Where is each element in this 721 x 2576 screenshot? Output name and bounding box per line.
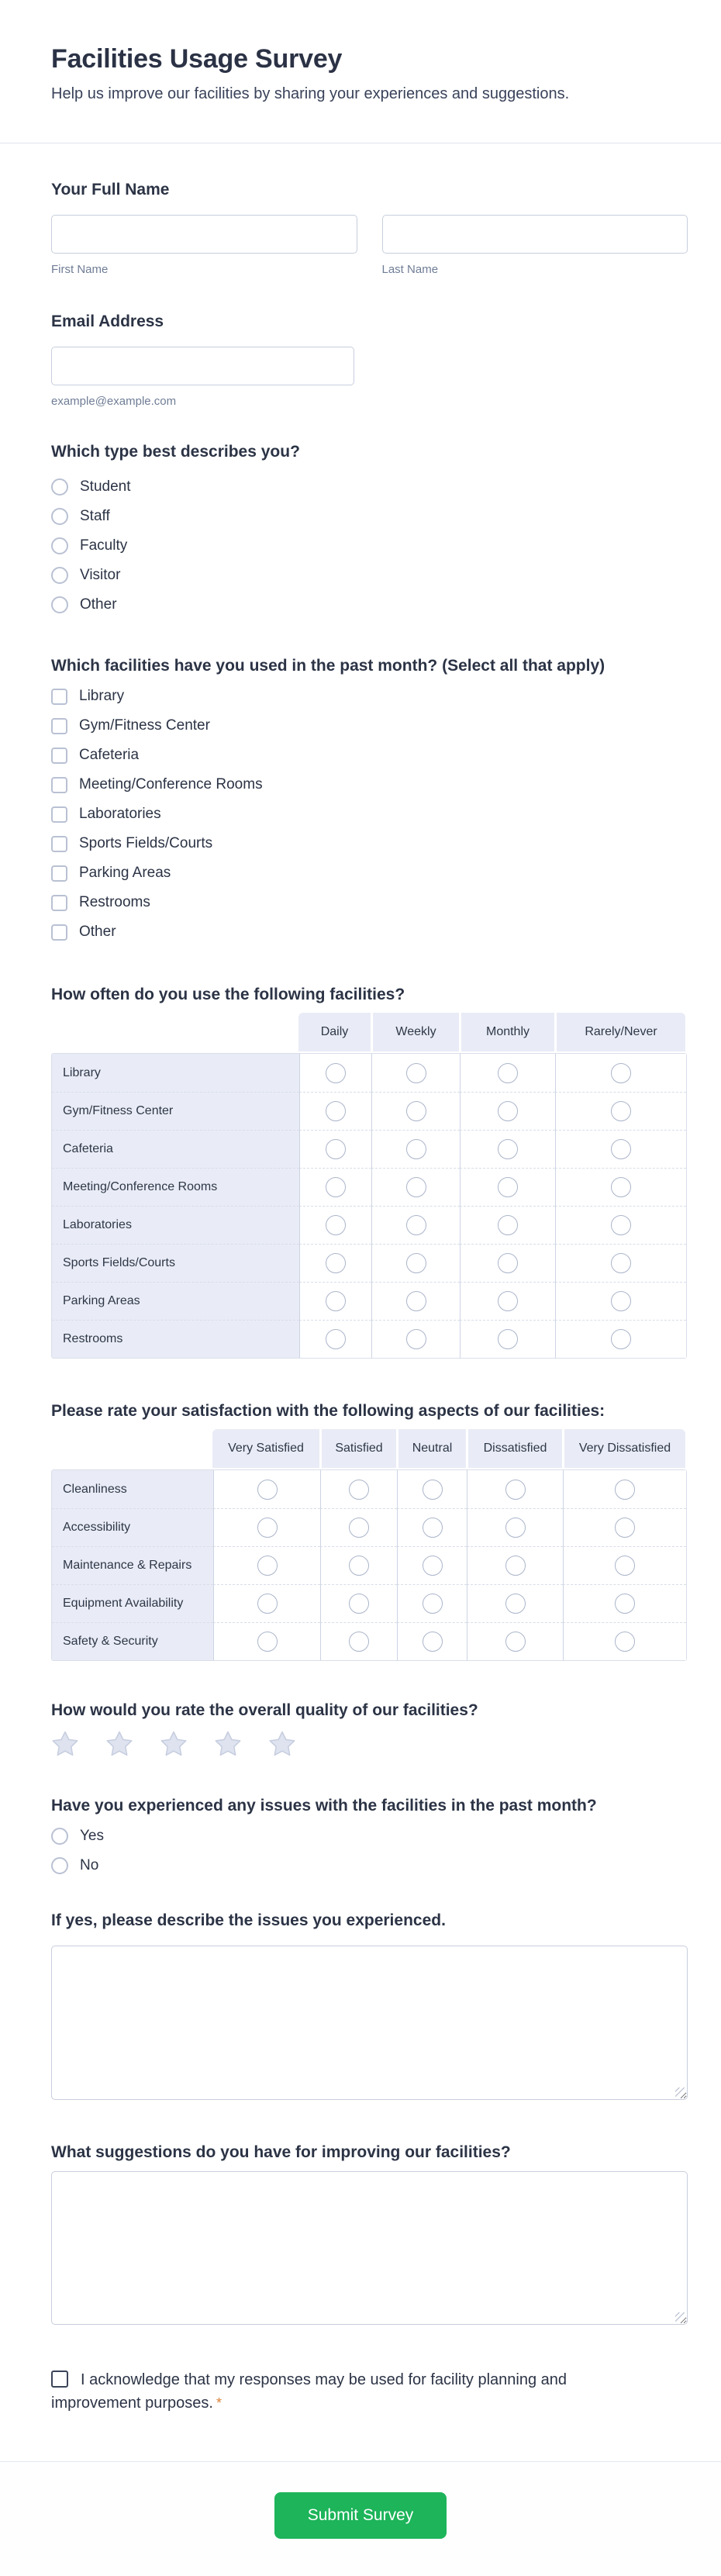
matrix-radio-cell[interactable] xyxy=(555,1054,686,1092)
matrix-radio-icon[interactable] xyxy=(423,1518,443,1538)
matrix-radio-cell[interactable] xyxy=(460,1092,555,1130)
matrix-radio-icon[interactable] xyxy=(406,1101,426,1121)
issues-description-textarea[interactable] xyxy=(51,1946,688,2100)
option-label: Staff xyxy=(80,508,110,524)
matrix-radio-icon[interactable] xyxy=(498,1329,518,1349)
matrix-radio-icon[interactable] xyxy=(326,1101,346,1121)
matrix-row-label: Cleanliness xyxy=(52,1470,213,1508)
matrix-row-label: Meeting/Conference Rooms xyxy=(52,1168,299,1206)
matrix-radio-icon[interactable] xyxy=(505,1480,526,1500)
matrix-radio-icon[interactable] xyxy=(611,1177,631,1197)
form-header xyxy=(0,0,721,104)
full-name-sublabels xyxy=(51,263,688,277)
matrix-radio-icon[interactable] xyxy=(505,1518,526,1538)
required-asterisk: * xyxy=(216,2395,222,2411)
matrix-row-label: Safety & Security xyxy=(52,1622,213,1660)
matrix-radio-icon[interactable] xyxy=(423,1480,443,1500)
matrix-radio-icon[interactable] xyxy=(615,1556,635,1576)
checkbox-option-laboratories[interactable] xyxy=(51,806,688,823)
matrix-radio-icon[interactable] xyxy=(615,1518,635,1538)
matrix-radio-cell[interactable] xyxy=(460,1168,555,1206)
star-icon[interactable] xyxy=(51,1730,79,1758)
option-label: Other xyxy=(80,596,117,613)
matrix-radio-cell[interactable] xyxy=(563,1622,686,1660)
matrix-radio-cell[interactable] xyxy=(460,1130,555,1168)
matrix-radio-cell[interactable] xyxy=(320,1508,397,1546)
matrix-row-label: Library xyxy=(52,1054,299,1092)
email-sublabel: example@example.com xyxy=(51,395,177,408)
matrix-radio-icon[interactable] xyxy=(498,1101,518,1121)
matrix-column-header: Weekly xyxy=(371,1013,459,1051)
matrix-radio-cell[interactable] xyxy=(555,1130,686,1168)
matrix-column-header: Neutral xyxy=(396,1429,466,1468)
matrix-radio-cell[interactable] xyxy=(563,1508,686,1546)
matrix-header-spacer xyxy=(51,1013,298,1051)
form-subtitle: Help us improve our facilities by sharing your experiences and suggestions. xyxy=(51,85,570,102)
matrix-radio-icon[interactable] xyxy=(257,1632,278,1652)
matrix-body xyxy=(51,1053,687,1359)
radio-option-other[interactable] xyxy=(51,596,688,613)
matrix-radio-cell[interactable] xyxy=(460,1054,555,1092)
option-label: Parking Areas xyxy=(79,865,171,881)
matrix-radio-icon[interactable] xyxy=(611,1101,631,1121)
radio-option-faculty[interactable] xyxy=(51,537,688,554)
matrix-radio-cell[interactable] xyxy=(555,1320,686,1358)
radio-option-yes[interactable] xyxy=(51,1828,688,1845)
matrix-radio-cell[interactable] xyxy=(467,1546,563,1584)
acknowledgment-checkbox-icon[interactable] xyxy=(51,2371,68,2388)
matrix-radio-icon[interactable] xyxy=(326,1253,346,1273)
matrix-column-header: Daily xyxy=(298,1013,371,1051)
user-type-options xyxy=(51,478,688,613)
checkbox-icon[interactable] xyxy=(51,924,67,941)
matrix-radio-icon[interactable] xyxy=(326,1063,346,1083)
matrix-radio-cell[interactable] xyxy=(371,1244,460,1282)
matrix-radio-icon[interactable] xyxy=(406,1139,426,1159)
option-label: No xyxy=(80,1857,99,1873)
option-label: Faculty xyxy=(80,537,128,554)
matrix-radio-cell[interactable] xyxy=(460,1244,555,1282)
matrix-radio-cell[interactable] xyxy=(320,1622,397,1660)
checkbox-icon[interactable] xyxy=(51,865,67,882)
radio-icon[interactable] xyxy=(51,508,68,525)
matrix-radio-icon[interactable] xyxy=(349,1556,369,1576)
email-label: Email Address xyxy=(51,313,164,330)
matrix-radio-cell[interactable] xyxy=(320,1546,397,1584)
full-name-inputs xyxy=(51,215,688,254)
facilities-used-label: Which facilities have you used in the past month? (Select all that apply) xyxy=(51,657,605,675)
facilities-used-options xyxy=(51,688,688,941)
question-acknowledgment xyxy=(51,2368,688,2415)
option-label: Yes xyxy=(80,1828,104,1844)
matrix-radio-icon[interactable] xyxy=(257,1594,278,1614)
star-icon[interactable] xyxy=(160,1730,188,1758)
full-name-label: Your Full Name xyxy=(51,181,170,199)
matrix-header-row xyxy=(51,1429,688,1468)
matrix-radio-icon[interactable] xyxy=(611,1291,631,1311)
radio-icon[interactable] xyxy=(51,1857,68,1874)
form-body xyxy=(0,181,721,2415)
radio-option-no[interactable] xyxy=(51,1857,688,1874)
user-type-label: Which type best describes you? xyxy=(51,443,300,461)
matrix-row-label: Cafeteria xyxy=(52,1130,299,1168)
question-suggestions xyxy=(51,2143,688,2325)
question-satisfaction-matrix xyxy=(51,1402,688,1661)
first-name-sublabel: First Name xyxy=(51,263,109,276)
matrix-row-label: Sports Fields/Courts xyxy=(52,1244,299,1282)
radio-icon[interactable] xyxy=(51,1828,68,1845)
matrix-radio-cell[interactable] xyxy=(299,1054,371,1092)
email-sublabel-row xyxy=(51,395,688,409)
matrix-radio-cell[interactable] xyxy=(299,1244,371,1282)
matrix-radio-icon[interactable] xyxy=(611,1063,631,1083)
option-label: Student xyxy=(80,478,131,495)
matrix-radio-icon[interactable] xyxy=(498,1063,518,1083)
matrix-radio-icon[interactable] xyxy=(406,1215,426,1235)
radio-option-staff[interactable] xyxy=(51,508,688,525)
question-issues xyxy=(51,1797,688,1874)
matrix-radio-cell[interactable] xyxy=(555,1282,686,1320)
matrix-radio-cell[interactable] xyxy=(299,1168,371,1206)
matrix-radio-cell[interactable] xyxy=(555,1092,686,1130)
issues-label: Have you experienced any issues with the facilities in the past month? xyxy=(51,1797,597,1815)
matrix-radio-icon[interactable] xyxy=(326,1177,346,1197)
matrix-radio-icon[interactable] xyxy=(406,1253,426,1273)
radio-option-student[interactable] xyxy=(51,478,688,496)
matrix-radio-cell[interactable] xyxy=(467,1508,563,1546)
matrix-column-header: Very Dissatisfied xyxy=(562,1429,685,1468)
question-facilities-used xyxy=(51,657,688,941)
issues-options xyxy=(51,1828,688,1874)
matrix-radio-cell[interactable] xyxy=(299,1206,371,1244)
star-rating xyxy=(51,1730,688,1758)
star-icon[interactable] xyxy=(105,1730,133,1758)
star-icon[interactable] xyxy=(214,1730,242,1758)
question-email xyxy=(51,313,688,409)
matrix-radio-cell[interactable] xyxy=(460,1282,555,1320)
matrix-row-label: Restrooms xyxy=(52,1320,299,1358)
matrix-body xyxy=(51,1469,687,1661)
question-issues-description xyxy=(51,1911,688,2100)
checkbox-option-other[interactable] xyxy=(51,924,688,941)
matrix-radio-cell[interactable] xyxy=(213,1470,320,1508)
checkbox-icon[interactable] xyxy=(51,777,67,793)
matrix-radio-icon[interactable] xyxy=(498,1139,518,1159)
option-label: Visitor xyxy=(80,567,121,583)
matrix-radio-icon[interactable] xyxy=(615,1632,635,1652)
matrix-radio-icon[interactable] xyxy=(326,1329,346,1349)
matrix-radio-cell[interactable] xyxy=(299,1092,371,1130)
matrix-radio-cell[interactable] xyxy=(397,1622,467,1660)
option-label: Other xyxy=(79,924,116,940)
matrix-row-label: Equipment Availability xyxy=(52,1584,213,1622)
matrix-radio-cell[interactable] xyxy=(397,1508,467,1546)
matrix-radio-icon[interactable] xyxy=(406,1291,426,1311)
matrix-radio-cell[interactable] xyxy=(555,1168,686,1206)
matrix-radio-cell[interactable] xyxy=(460,1320,555,1358)
matrix-row-label: Maintenance & Repairs xyxy=(52,1546,213,1584)
acknowledgment-row[interactable] xyxy=(51,2368,640,2415)
matrix-radio-cell[interactable] xyxy=(371,1320,460,1358)
issues-description-label: If yes, please describe the issues you experienced. xyxy=(51,1911,446,1929)
matrix-radio-cell[interactable] xyxy=(467,1622,563,1660)
matrix-radio-icon[interactable] xyxy=(349,1480,369,1500)
option-label: Sports Fields/Courts xyxy=(79,835,213,851)
matrix-radio-icon[interactable] xyxy=(326,1291,346,1311)
matrix-radio-icon[interactable] xyxy=(615,1594,635,1614)
matrix-radio-icon[interactable] xyxy=(423,1556,443,1576)
matrix-radio-icon[interactable] xyxy=(615,1480,635,1500)
matrix-radio-icon[interactable] xyxy=(611,1329,631,1349)
matrix-radio-cell[interactable] xyxy=(467,1584,563,1622)
radio-option-visitor[interactable] xyxy=(51,567,688,584)
matrix-column-header: Monthly xyxy=(459,1013,554,1051)
matrix-radio-icon[interactable] xyxy=(349,1632,369,1652)
matrix-radio-icon[interactable] xyxy=(349,1518,369,1538)
matrix-radio-cell[interactable] xyxy=(397,1470,467,1508)
matrix-radio-icon[interactable] xyxy=(505,1594,526,1614)
frequency-matrix-label: How often do you use the following facilities? xyxy=(51,986,405,1003)
checkbox-option-restrooms[interactable] xyxy=(51,894,688,911)
matrix-radio-cell[interactable] xyxy=(563,1584,686,1622)
matrix-radio-cell[interactable] xyxy=(371,1092,460,1130)
matrix-radio-cell[interactable] xyxy=(320,1470,397,1508)
matrix-row-label: Gym/Fitness Center xyxy=(52,1092,299,1130)
matrix-radio-cell[interactable] xyxy=(213,1622,320,1660)
matrix-row-label: Laboratories xyxy=(52,1206,299,1244)
matrix-radio-cell[interactable] xyxy=(299,1282,371,1320)
matrix-radio-cell[interactable] xyxy=(563,1470,686,1508)
checkbox-option-library[interactable] xyxy=(51,688,688,705)
checkbox-option-sports-fields-courts[interactable] xyxy=(51,835,688,852)
acknowledgment-label: I acknowledge that my responses may be used for facility planning and improvement purposes. xyxy=(51,2371,567,2412)
matrix-radio-cell[interactable] xyxy=(397,1584,467,1622)
matrix-radio-cell[interactable] xyxy=(213,1508,320,1546)
matrix-radio-cell[interactable] xyxy=(460,1206,555,1244)
question-full-name xyxy=(51,181,688,277)
matrix-radio-icon[interactable] xyxy=(498,1253,518,1273)
matrix-row-label: Accessibility xyxy=(52,1508,213,1546)
matrix-radio-cell[interactable] xyxy=(555,1244,686,1282)
checkbox-icon[interactable] xyxy=(51,895,67,911)
matrix-column-header: Very Satisfied xyxy=(212,1429,319,1468)
matrix-radio-cell[interactable] xyxy=(397,1546,467,1584)
matrix-radio-cell[interactable] xyxy=(371,1054,460,1092)
matrix-radio-icon[interactable] xyxy=(505,1556,526,1576)
matrix-radio-icon[interactable] xyxy=(406,1063,426,1083)
option-label: Cafeteria xyxy=(79,747,140,763)
matrix-column-header: Rarely/Never xyxy=(554,1013,685,1051)
checkbox-option-gym-fitness-center[interactable] xyxy=(51,717,688,734)
frequency-matrix-table xyxy=(51,1013,688,1359)
matrix-header-row xyxy=(51,1013,688,1051)
option-label: Gym/Fitness Center xyxy=(79,717,210,734)
question-overall-rating xyxy=(51,1701,688,1758)
satisfaction-matrix-table xyxy=(51,1429,688,1661)
matrix-radio-cell[interactable] xyxy=(563,1546,686,1584)
matrix-radio-icon[interactable] xyxy=(349,1594,369,1614)
last-name-sublabel: Last Name xyxy=(381,263,439,276)
last-name-input[interactable] xyxy=(382,215,688,254)
matrix-radio-cell[interactable] xyxy=(213,1584,320,1622)
matrix-radio-cell[interactable] xyxy=(320,1584,397,1622)
matrix-radio-icon[interactable] xyxy=(406,1177,426,1197)
overall-rating-label: How would you rate the overall quality of our facilities? xyxy=(51,1701,478,1719)
matrix-radio-cell[interactable] xyxy=(371,1206,460,1244)
radio-icon[interactable] xyxy=(51,478,68,496)
matrix-radio-cell[interactable] xyxy=(555,1206,686,1244)
matrix-row-label: Parking Areas xyxy=(52,1282,299,1320)
submit-survey-button[interactable]: Submit Survey xyxy=(274,2492,447,2539)
checkbox-icon[interactable] xyxy=(51,806,67,823)
matrix-radio-icon[interactable] xyxy=(498,1177,518,1197)
matrix-radio-icon[interactable] xyxy=(423,1594,443,1614)
matrix-radio-icon[interactable] xyxy=(326,1139,346,1159)
satisfaction-matrix-label: Please rate your satisfaction with the following aspects of our facilities: xyxy=(51,1402,605,1420)
matrix-radio-cell[interactable] xyxy=(299,1320,371,1358)
form-title: Facilities Usage Survey xyxy=(51,44,343,74)
checkbox-option-cafeteria[interactable] xyxy=(51,747,688,764)
radio-icon[interactable] xyxy=(51,596,68,613)
matrix-radio-cell[interactable] xyxy=(371,1130,460,1168)
option-label: Restrooms xyxy=(79,894,150,910)
matrix-radio-cell[interactable] xyxy=(371,1282,460,1320)
matrix-radio-icon[interactable] xyxy=(505,1632,526,1652)
question-user-type xyxy=(51,443,688,613)
matrix-radio-icon[interactable] xyxy=(406,1329,426,1349)
checkbox-icon[interactable] xyxy=(51,748,67,764)
radio-icon[interactable] xyxy=(51,567,68,584)
suggestions-label: What suggestions do you have for improving our facilities? xyxy=(51,2143,511,2161)
matrix-radio-icon[interactable] xyxy=(257,1518,278,1538)
email-input[interactable] xyxy=(51,347,354,385)
matrix-radio-icon[interactable] xyxy=(257,1480,278,1500)
matrix-radio-icon[interactable] xyxy=(498,1215,518,1235)
matrix-radio-icon[interactable] xyxy=(423,1632,443,1652)
matrix-radio-icon[interactable] xyxy=(257,1556,278,1576)
matrix-column-header: Dissatisfied xyxy=(466,1429,562,1468)
matrix-radio-icon[interactable] xyxy=(498,1291,518,1311)
matrix-radio-icon[interactable] xyxy=(326,1215,346,1235)
checkbox-icon[interactable] xyxy=(51,689,67,705)
first-name-input[interactable] xyxy=(51,215,357,254)
checkbox-option-parking-areas[interactable] xyxy=(51,865,688,882)
checkbox-icon[interactable] xyxy=(51,718,67,734)
option-label: Laboratories xyxy=(79,806,161,822)
radio-icon[interactable] xyxy=(51,537,68,554)
question-frequency-matrix xyxy=(51,986,688,1359)
option-label: Meeting/Conference Rooms xyxy=(79,776,263,792)
option-label: Library xyxy=(79,688,125,704)
matrix-column-header: Satisfied xyxy=(319,1429,396,1468)
matrix-radio-icon[interactable] xyxy=(611,1253,631,1273)
suggestions-textarea[interactable] xyxy=(51,2171,688,2325)
matrix-radio-cell[interactable] xyxy=(299,1130,371,1168)
matrix-radio-cell[interactable] xyxy=(213,1546,320,1584)
matrix-radio-icon[interactable] xyxy=(611,1139,631,1159)
checkbox-option-meeting-conference-rooms[interactable] xyxy=(51,776,688,793)
matrix-radio-icon[interactable] xyxy=(611,1215,631,1235)
matrix-radio-cell[interactable] xyxy=(467,1470,563,1508)
matrix-radio-cell[interactable] xyxy=(371,1168,460,1206)
star-icon[interactable] xyxy=(268,1730,296,1758)
matrix-header-spacer xyxy=(51,1429,212,1468)
form-footer xyxy=(0,2461,721,2576)
checkbox-icon[interactable] xyxy=(51,836,67,852)
